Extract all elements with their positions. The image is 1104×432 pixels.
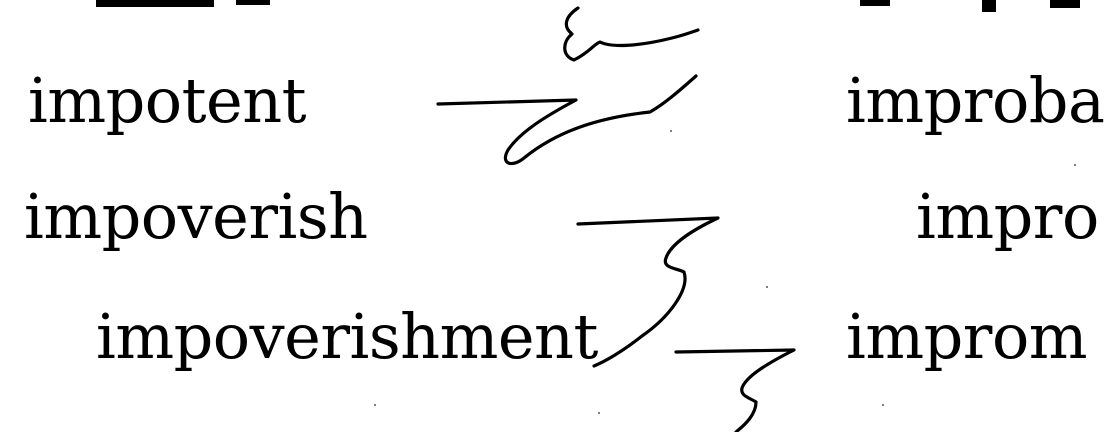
scan-speck bbox=[598, 412, 600, 414]
scan-speck bbox=[766, 286, 768, 288]
scan-speck bbox=[1074, 164, 1076, 166]
shorthand-outline-impoverish bbox=[578, 218, 718, 366]
scan-speck bbox=[374, 404, 376, 406]
scan-speck bbox=[882, 404, 884, 406]
entry-word-impoverishment: impoverishment bbox=[96, 300, 598, 373]
scan-speck bbox=[670, 130, 672, 132]
entry-word-improbable: improba bbox=[846, 64, 1104, 137]
shorthand-outline-impoverishment bbox=[676, 350, 794, 432]
entry-word-impoverish: impoverish bbox=[24, 180, 368, 253]
shorthand-outline-top bbox=[565, 8, 698, 60]
entry-word-impotent: impotent bbox=[28, 64, 307, 137]
entry-word-imprompt: improm bbox=[846, 300, 1088, 373]
entry-word-impro: impro bbox=[916, 180, 1099, 253]
shorthand-outline-impotent bbox=[438, 76, 696, 164]
